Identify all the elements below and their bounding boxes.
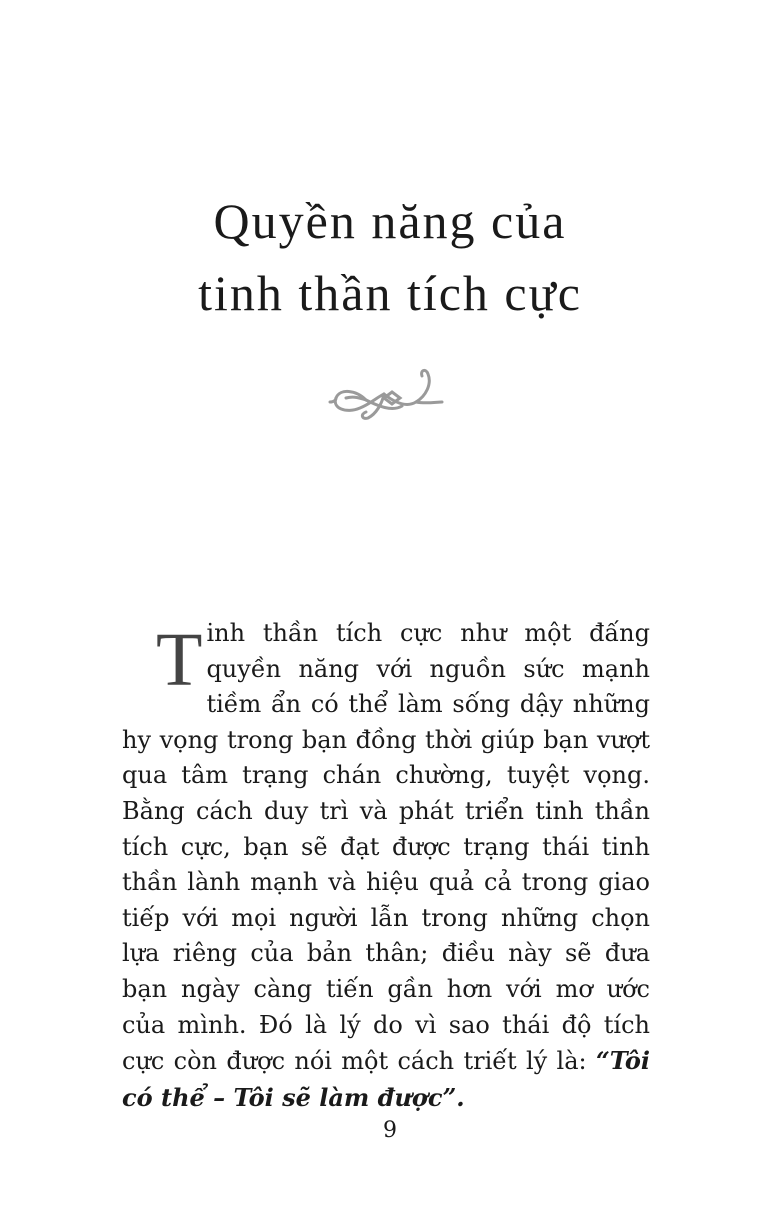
chapter-title-line-1: Quyền năng của [213,193,567,249]
flourish-divider-icon [170,362,610,426]
emphasized-quote: “Tôi có thể – Tôi sẽ làm được”. [122,1046,650,1112]
drop-cap: T [156,618,203,702]
page-number: 9 [383,1118,397,1143]
body-paragraph [122,616,650,1116]
chapter-title-line-2: tinh thần tích cực [198,265,582,321]
body-text: inh thần tích cực như một đấng quyền năng với nguồn sức mạnh tiềm ẩn có thể làm sống dậy những hy vọng trong bạn đồng thời giúp bạn vượt qua tâm trạng chán chường, tuyệt vọng. Bằng cách duy trì và phát triển tinh thần tích cực, bạn sẽ đạt được trạng thái tinh thần lành mạnh và hiệu quả cả trong giao tiếp với mọi người lẫn trong những chọn lựa riêng của bản thân; điều này sẽ đưa bạn ngày càng tiến gần hơn với mơ ước của mình. Đó là lý do vì sao thái độ tích cực còn được nói một cách triết lý là: [122,619,650,1076]
